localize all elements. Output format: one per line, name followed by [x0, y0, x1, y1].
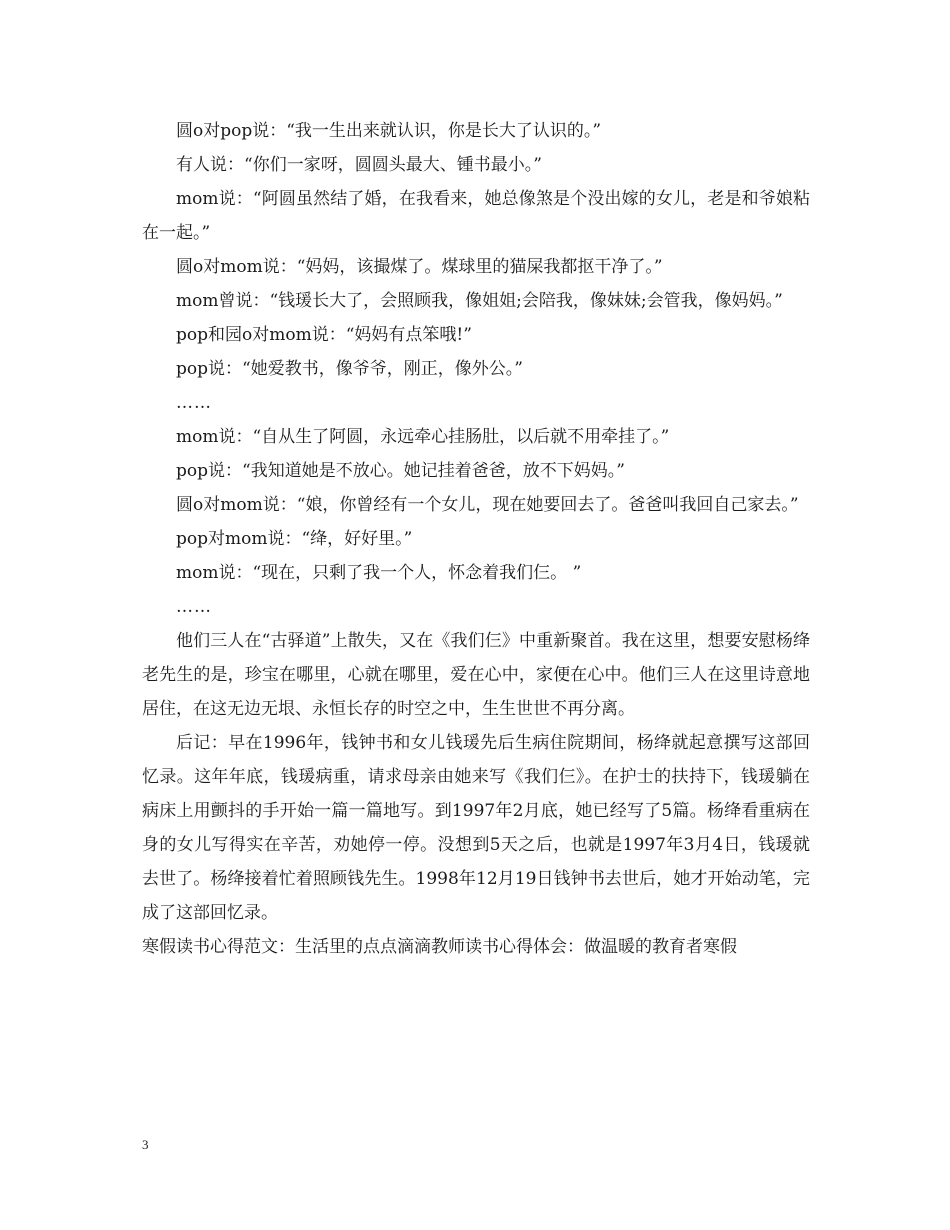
dialogue-line: pop说：“我知道她是不放心。她记挂着爸爸，放不下妈妈。”: [176, 461, 625, 481]
dialogue-line: 圆o对pop说：“我一生出来就认识，你是长大了认识的。”: [176, 121, 602, 141]
related-articles-line: 寒假读书心得范文：生活里的点点滴滴教师读书心得体会：做温暖的教育者寒假: [142, 937, 737, 957]
dialogue-line: mom说：“自从生了阿圆，永远牵心挂肠肚，以后就不用牵挂了。”: [176, 427, 670, 447]
dialogue-line: pop说：“她爱教书，像爷爷，刚正，像外公。”: [176, 359, 523, 379]
dialogue-line: 有人说：“你们一家呀，圆圆头最大、锺书最小。”: [176, 155, 542, 175]
body-paragraph: 他们三人在“古驿道”上散失，又在《我们仨》中重新聚首。我在这里，想要安慰杨绛老先生的是，珍宝在哪里，心就在哪里，爱在心中，家便在心中。他们三人在这里诗意地居住，在这无边无垠、永恒长存的时空之中，生生世世不再分离。: [142, 631, 810, 719]
dialogue-line: pop和园o对mom说：“妈妈有点笨哦!”: [176, 325, 472, 345]
dialogue-line: mom说：“阿圆虽然结了婚，在我看来，她总像煞是个没出嫁的女儿，老是和爷娘粘在一起。”: [142, 189, 810, 243]
ellipsis-line: ……: [176, 597, 212, 617]
page-number: 3: [142, 1137, 149, 1152]
dialogue-line: mom说：“现在，只剩了我一个人，怀念着我们仨。 ”: [176, 563, 582, 583]
postscript-paragraph: 后记：早在1996年，钱钟书和女儿钱瑗先后生病住院期间，杨绛就起意撰写这部回忆录。这年年底，钱瑗病重，请求母亲由她来写《我们仨》。在护士的扶持下，钱瑗躺在病床上用颤抖的手开始一篇一篇地写。到1997年2月底，她已经写了5篇。杨绛看重病在身的女儿写得实在辛苦，劝她停一停。没想到5天之后，也就是1997年3月4日，钱瑗就去世了。杨绛接着忙着照顾钱先生。1998年12月19日钱钟书去世后，她才开始动笔，完成了这部回忆录。: [142, 733, 810, 923]
ellipsis-line: ……: [176, 393, 212, 413]
dialogue-line: 圆o对mom说：“妈妈，该撮煤了。煤球里的猫屎我都抠干净了。”: [176, 257, 663, 277]
dialogue-line: pop对mom说：“绛，好好里。”: [176, 529, 413, 549]
dialogue-line: mom曾说：“钱瑗长大了，会照顾我，像姐姐;会陪我，像妹妹;会管我，像妈妈。”: [176, 291, 783, 311]
dialogue-line: 圆o对mom说：“娘，你曾经有一个女儿，现在她要回去了。爸爸叫我回自己家去。”: [176, 495, 799, 515]
document-body: [142, 114, 810, 964]
